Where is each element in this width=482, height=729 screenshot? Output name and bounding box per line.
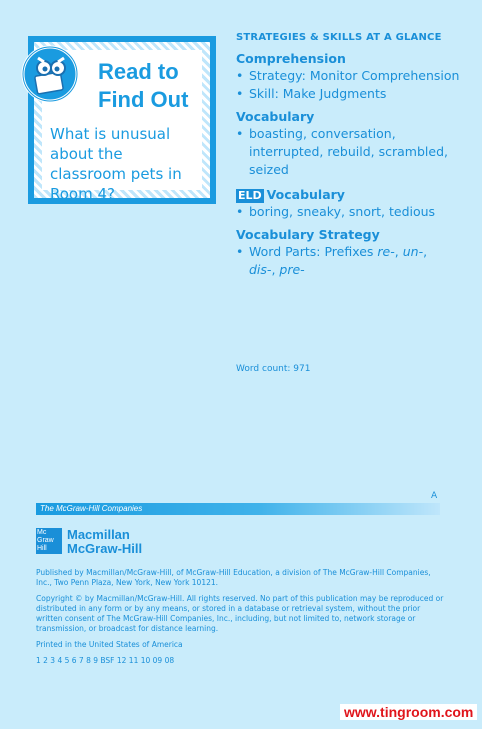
print-numbers: 1 2 3 4 5 6 7 8 9 BSF 12 11 10 09 08 [36,656,175,665]
eld-vocabulary-title [236,187,468,203]
word-count: Word count: 971 [236,364,311,374]
published-by: Published by Macmillan/McGraw-Hill, of McGraw-Hill Education, a division of The McGraw-Hill Companies, Inc., Two Penn Plaza, New York, New York 10121. [36,568,431,587]
eld-vocabulary-label: Vocabulary [266,187,345,202]
watermark: www.tingroom.com [340,704,477,720]
publisher-logo-text [67,528,142,556]
vocabulary-title: Vocabulary [236,109,315,124]
copyright: Copyright © by Macmillan/McGraw-Hill. All rights reserved. No part of this publication may be reproduced or distributed in any form or by any means, or stored in a database or retrieval system, without the prior written consent of The McGraw-Hill Companies, Inc., including, but not limited to, network storage or transmission, or broadcast for distance learning. [36,594,444,633]
skills-at-a-glance [236,32,468,279]
list-item: • Skill: Make Judgments [236,85,468,103]
printed-in: Printed in the United States of America [36,640,183,649]
publisher-band [36,503,440,515]
prefix-label: Word Parts: Prefixes [249,244,378,259]
band-text: The McGraw-Hill Companies [40,504,143,513]
level-letter: A [431,491,438,501]
logo-line1: Macmillan [67,527,130,542]
separator: , [394,244,403,259]
list-item: • boring, sneaky, snort, tedious [236,203,468,221]
logo-line2: McGraw-Hill [67,541,143,556]
eld-badge: ELD [238,189,262,202]
separator: , [423,244,428,259]
prefix-un: un- [402,244,424,259]
glance-heading: STRATEGIES & SKILLS AT A GLANCE [236,32,442,43]
prefix-re: re- [377,244,395,259]
prefix-pre: pre- [279,262,305,277]
prefix-dis: dis- [249,262,272,277]
list-item [236,243,468,279]
list-item: • boasting, conversation, interrupted, rebuild, scrambled, seized [236,125,468,179]
read-box-title [98,58,216,114]
list-item: • Strategy: Monitor Comprehension [236,67,468,85]
separator: , [271,262,280,277]
magnifier-owl-icon [20,44,80,104]
read-box-title-line1: Read to [98,59,179,84]
vocab-strategy-title: Vocabulary Strategy [236,227,380,242]
read-box-question: What is unusual about the classroom pets in Room 4? [50,125,182,203]
mcgraw-hill-logo-icon: Mc Graw Hill [36,528,62,554]
comprehension-title: Comprehension [236,51,346,66]
read-box-title-line2: Find Out [98,87,189,112]
